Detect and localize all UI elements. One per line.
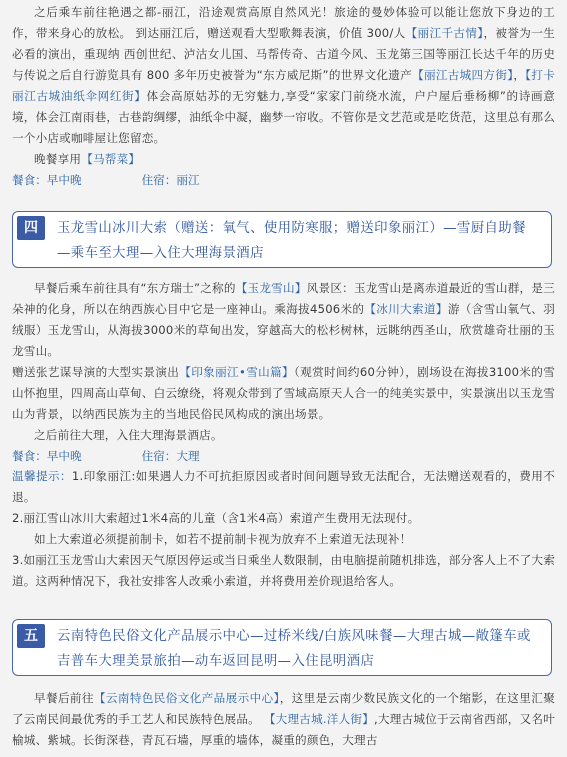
text: ，被誉为一生必看的演出，重现纳 西创世纪、泸沽女儿国、马帮传奇、古道今风、玉龙第三国等丽江长达千年的历史与传说之后自行游览具有 800 多年历史被誉为“东方威尼斯”的世界文化遗产 bbox=[12, 26, 555, 82]
highlight-glacier-cableway: 【冰川大索道】 bbox=[364, 302, 448, 316]
tip-1 bbox=[12, 466, 555, 508]
text: 晚餐享用 bbox=[34, 152, 82, 166]
highlight-culture-center: 【云南特色民俗文化产品展示中心】 bbox=[93, 691, 280, 705]
text: 早餐后乘车前往具有“东方瑞士”之称的 bbox=[34, 281, 236, 295]
highlight-lijiang-show: 【丽江千古情】 bbox=[405, 26, 484, 40]
text: 早餐后前往 bbox=[34, 691, 94, 705]
stay-label: 住宿： bbox=[141, 173, 177, 187]
text: （观赏时间约60分钟），剧场设在海拔3100米的雪山怀抱里，四周高山草甸、白云缭绕，将观众带到了雪域高原天人合一的纯美实景中，实景演出以玉龙雪山为背景，以纳西民族为主的当地民俗民风构成的演出场景。 bbox=[12, 365, 555, 421]
highlight-sifang-street: 【丽江古城四方街】 bbox=[412, 68, 514, 82]
meal-stay-line bbox=[12, 170, 555, 190]
meal-label: 餐食： bbox=[12, 173, 47, 187]
meal-label: 餐食： bbox=[12, 449, 47, 463]
text: 风景区：玉龙雪山是离赤道最近的雪山群，是三朵神的化身，所以在纳西族心目中它是一座神山。乘海拔4506米的 bbox=[12, 281, 555, 316]
text: 赠送张艺谋导演的大型实景演出 bbox=[12, 365, 180, 379]
day5-header bbox=[12, 619, 552, 676]
text: ， bbox=[513, 68, 526, 82]
tip-3: 3.如丽江玉龙雪山大索因天气原因停运或当日乘坐人数限制，由电脑提前随机排选，部分客人上不了大索道。这两种情况下，我社安排客人改乘小索道，并将费用差价现退给客人。 bbox=[12, 553, 555, 588]
meal-value: 早中晚 bbox=[46, 173, 82, 187]
tip-2: 2.丽江雪山冰川大索超过1米4高的儿童（含1米4高）索道产生费用无法现付。 bbox=[12, 511, 420, 525]
day5-title: 云南特色民俗文化产品展示中心—过桥米线/白族风味餐—大理古城—敞篷车或吉普车大理美景旅拍—动车返回昆明—入住昆明酒店 bbox=[57, 629, 531, 669]
highlight-impression-show: 【印象丽江•雪山篇】 bbox=[179, 365, 294, 379]
text: ，这里是云南少数民族文化的一个缩影，在这里汇聚了云南民间最优秀的手工艺人和民族特色展品。 bbox=[12, 691, 555, 726]
day4-paragraph-2 bbox=[12, 362, 555, 425]
tip-2b: 如上大索道必须提前制卡，如若不提前制卡视为放弃不上索道无法现补！ bbox=[34, 532, 412, 546]
text: 游（含雪山氧气、羽绒服）玉龙雪山，从海拔3000米的草甸出发，穿越高大的松杉树林，远眺纳西圣山，欣赏雄奇壮丽的玉龙雪山。 bbox=[12, 302, 555, 358]
highlight-dali-old-town: 【大理古城.洋人街】 bbox=[263, 712, 375, 726]
text: 体会高原姑苏的无穷魅力,享受“家家门前绕水流，户户屋后垂杨柳”的诗画意境，体会江南雨巷，古巷韵绸缪，油纸伞中凝，幽梦一帘收。不管你是文艺范或是吃货范，这里总有那么一个小店或咖啡屋让您留恋。 bbox=[12, 89, 555, 145]
tip-label: 温馨提示： bbox=[12, 469, 72, 483]
meal-stay-line bbox=[12, 446, 555, 466]
stay-value: 丽江 bbox=[176, 173, 200, 187]
meal-value: 早中晚 bbox=[46, 449, 82, 463]
text: 之后乘车前往艳遇之都-丽江，沿途观赏高原自然风光！旅途的曼妙体验可以能让您放下身边的工作，带来身心的放松。 到达丽江后，赠送观看大型歌舞表演，价值 300/人 bbox=[12, 5, 555, 40]
text: ,大理古城位于云南省西部，又名叶榆城、紫城。长街深巷，青瓦石墙，厚重的墙体，凝重的颜色，大理古 bbox=[12, 712, 556, 747]
day4-paragraph-3: 之后前往大理，入住大理海景酒店。 bbox=[34, 428, 223, 442]
highlight-umbrella-street: 【打卡丽江古城油纸伞网红街】 bbox=[12, 68, 555, 103]
dinner-line bbox=[12, 149, 555, 170]
stay-value: 大理 bbox=[176, 449, 200, 463]
day4-paragraph-1 bbox=[12, 278, 555, 362]
day3-paragraph bbox=[12, 2, 555, 149]
day4-badge: 四 bbox=[17, 216, 45, 240]
day4-section bbox=[12, 278, 555, 592]
stay-label: 住宿： bbox=[141, 449, 177, 463]
highlight-yulong: 【玉龙雪山】 bbox=[235, 281, 307, 295]
day3-section bbox=[12, 2, 555, 190]
day5-badge: 五 bbox=[17, 624, 45, 648]
day4-title: 玉龙雪山冰川大索（赠送：氧气、使用防寒服；赠送印象丽江）—雪厨自助餐—乘车至大理—入住大理海景酒店 bbox=[57, 221, 526, 261]
highlight-dinner: 【马帮菜】 bbox=[81, 152, 141, 166]
text: 1.印象丽江:如果遇人力不可抗拒原因或者时间问题导致无法配合，无法赠送观看的，费用不退。 bbox=[12, 469, 555, 504]
day5-section bbox=[12, 688, 555, 751]
day4-header bbox=[12, 211, 552, 268]
day5-paragraph-1 bbox=[12, 688, 555, 751]
